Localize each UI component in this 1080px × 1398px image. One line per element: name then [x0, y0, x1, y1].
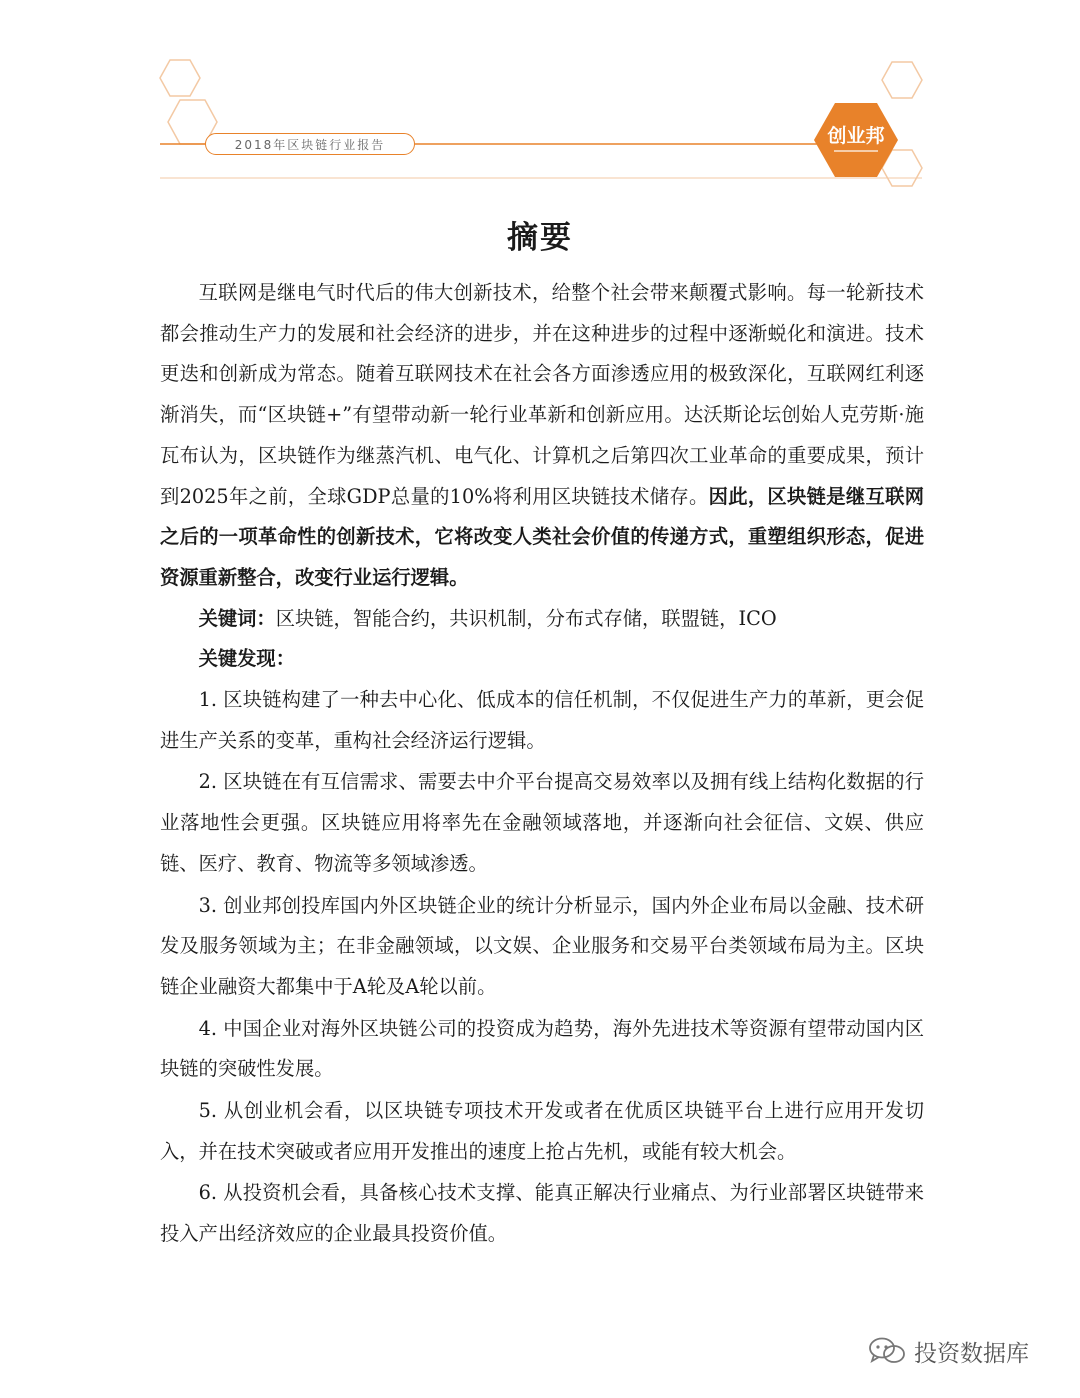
intro-paragraph	[160, 273, 924, 599]
report-tag: 2018年区块链行业报告	[205, 133, 415, 155]
findings-heading	[160, 639, 924, 680]
finding-item: 4. 中国企业对海外区块链公司的投资成为趋势，海外先进技术等资源有望带动国内区块链的突破性发展。	[160, 1016, 924, 1081]
header-decoration	[0, 0, 1080, 200]
keywords-line	[160, 599, 924, 640]
watermark-text: 投资数据库	[914, 1340, 1029, 1367]
finding-item: 6. 从投资机会看，具备核心技术支撑、能真正解决行业痛点、为行业部署区块链带来投入产出经济效应的企业最具投资价值。	[160, 1181, 924, 1246]
hex-outline-left-top	[160, 60, 200, 96]
page-title: 摘要	[507, 220, 573, 256]
wechat-icon	[868, 1336, 906, 1366]
hex-outline-right-top	[882, 62, 922, 98]
finding-item: 3. 创业邦创投库国内外区块链企业的统计分析显示，国内外企业布局以金融、技术研发及服务领域为主；在非金融领域，以文娱、企业服务和交易平台类领域布局为主。区块链企业融资大都集中于A轮及A轮以前。	[160, 893, 924, 998]
logo-underline	[818, 150, 894, 152]
finding-item: 1. 区块链构建了一种去中心化、低成本的信任机制，不仅促进生产力的革新，更会促进生产关系的变革，重构社会经济运行逻辑。	[160, 688, 924, 752]
keywords-value: 区块链，智能合约，共识机制，分布式存储，联盟链，ICO	[275, 606, 777, 630]
intro-text: 互联网是继电气时代后的伟大创新技术，给整个社会带来颠覆式影响。每一轮新技术都会推动生产力的发展和社会经济的进步，并在这种进步的过程中逐渐蜕化和演进。技术更迭和创新成为常态。随着互联网技术在社会各方面渗透应用的极致深化，互联网红利逐渐消失，而“区块链+”有望带动新一轮行业革新和创新应用。达沃斯论坛创始人克劳斯·施瓦布认为，区块链作为继蒸汽机、电气化、计算机之后第四次工业革命的重要成果，预计到2025年之前，全球GDP总量的10%将利用区块链技术储存。	[160, 281, 924, 508]
findings-label: 关键发现：	[198, 647, 295, 671]
document-body	[160, 273, 924, 1255]
keywords-label: 关键词：	[198, 606, 276, 630]
intro-bold-text: 因此，区块链是继互联网之后的一项革命性的创新技术，它将改变人类社会价值的传递方式，重塑组织形态，促进资源重新整合，改变行业运行逻辑。	[160, 484, 924, 589]
logo-text: 创业邦	[827, 125, 885, 147]
finding-item: 2. 区块链在有互信需求、需要去中介平台提高交易效率以及拥有线上结构化数据的行业落地性会更强。区块链应用将率先在金融领域落地，并逐渐向社会征信、文娱、供应链、医疗、教育、物流等多领域渗透。	[160, 770, 924, 875]
finding-item: 5. 从创业机会看，以区块链专项技术开发或者在优质区块链平台上进行应用开发切入，并在技术突破或者应用开发推出的速度上抢占先机，或能有较大机会。	[160, 1099, 924, 1163]
watermark	[868, 1333, 1029, 1369]
